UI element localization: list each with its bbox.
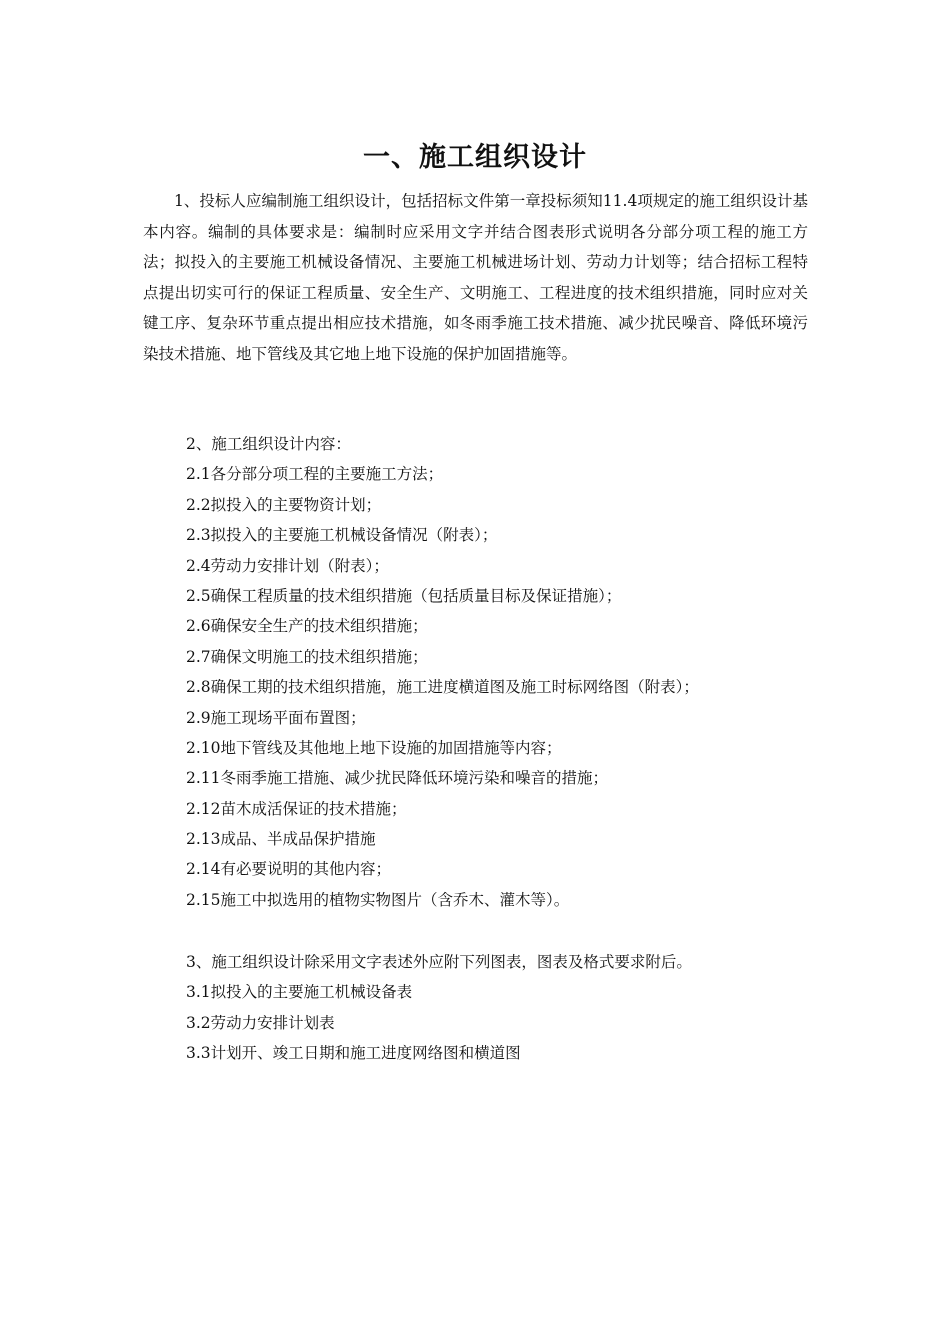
- list-item: 2.9施工现场平面布置图；: [186, 708, 366, 727]
- list-item: 3.1拟投入的主要施工机械设备表: [186, 983, 413, 1002]
- list-item: 2.1各分部分项工程的主要施工方法；: [186, 465, 444, 484]
- intro-paragraph: 1、投标人应编制施工组织设计，包括招标文件第一章投标须知11.4项规定的施工组织设计基本内容。编制的具体要求是：编制时应采用文字并结合图表形式说明各分部分项工程的施工方法；拟投入的主要施工机械设备情况、主要施工机械进场计划、劳动力计划等；结合招标工程特点提出切实可行的保证工程质量、安全生产、文明施工、工程进度的技术组织措施，同时应对关键工序、复杂环节重点提出相应技术措施，如冬雨季施工技术措施、减少扰民噪音、降低环境污染技术措施、地下管线及其它地上地下设施的保护加固措施等。: [143, 192, 808, 363]
- list-item: 2.5确保工程质量的技术组织措施（包括质量目标及保证措施）；: [186, 586, 622, 605]
- list-item: 2.15施工中拟选用的植物实物图片（含乔木、灌木等）。: [186, 890, 570, 909]
- list-item: 2.7确保文明施工的技术组织措施；: [186, 647, 428, 666]
- list-item: 2.12苗木成活保证的技术措施；: [186, 799, 407, 818]
- list-item: 3.2劳动力安排计划表: [186, 1013, 335, 1032]
- list-item: 2.6确保安全生产的技术组织措施；: [186, 617, 428, 636]
- list-item: 2.3拟投入的主要施工机械设备情况（附表）；: [186, 526, 498, 545]
- page-title: 一、施工组织设计: [363, 142, 587, 173]
- list-item: 2.2拟投入的主要物资计划；: [186, 495, 382, 514]
- section-heading: 3、施工组织设计除采用文字表述外应附下列图表，图表及格式要求附后。: [186, 953, 692, 971]
- list-item: 2.8确保工期的技术组织措施，施工进度横道图及施工时标网络图（附表）；: [186, 678, 699, 697]
- list-item: 2.13成品、半成品保护措施: [186, 830, 376, 849]
- section-attachments: [186, 947, 826, 1069]
- section-heading: 2、施工组织设计内容：: [186, 435, 351, 453]
- list-item: 2.14有必要说明的其他内容；: [186, 860, 392, 879]
- list-item: 2.11冬雨季施工措施、减少扰民降低环境污染和噪音的措施；: [186, 769, 609, 788]
- section-contents: [186, 429, 826, 915]
- list-item: 2.4劳动力安排计划（附表）；: [186, 556, 389, 575]
- list-item: 3.3计划开、竣工日期和施工进度网络图和横道图: [186, 1044, 521, 1063]
- list-item: 2.10地下管线及其他地上地下设施的加固措施等内容；: [186, 738, 562, 757]
